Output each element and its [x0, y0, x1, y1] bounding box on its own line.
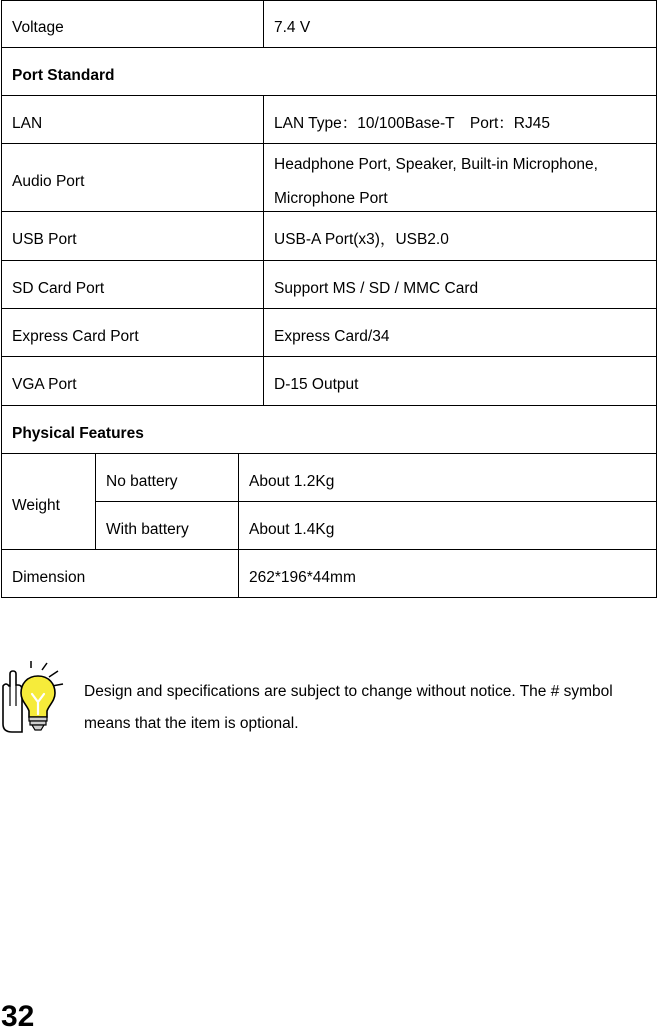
column-divider	[95, 453, 96, 550]
table-divider	[95, 501, 657, 502]
table-border-left	[1, 0, 2, 598]
express-card-port-value: Express Card/34	[274, 328, 390, 345]
usb-port-label: USB Port	[12, 231, 77, 248]
weight-no-battery-value: About 1.2Kg	[249, 473, 335, 490]
sd-card-port-label: SD Card Port	[12, 280, 105, 297]
table-divider	[1, 260, 657, 261]
lan-value: LAN Type：10/100Base-T Port：RJ45	[274, 115, 550, 132]
audio-port-label: Audio Port	[12, 173, 85, 190]
table-divider	[1, 211, 657, 212]
weight-label: Weight	[12, 497, 60, 514]
voltage-value: 7.4 V	[274, 19, 311, 36]
note-text: Design and specifications are subject to change without notice. The # symbol means that the item is optional.	[84, 683, 613, 732]
weight-with-battery-value: About 1.4Kg	[249, 521, 335, 538]
table-divider	[1, 549, 657, 550]
specification-table	[1, 0, 657, 598]
usb-port-value: USB-A Port(x3)，USB2.0	[274, 231, 449, 248]
audio-port-value-line-1: Headphone Port, Speaker, Built-in Microphone,	[274, 156, 598, 173]
table-divider	[1, 453, 657, 454]
express-card-port-label: Express Card Port	[12, 328, 139, 345]
voltage-label: Voltage	[12, 19, 64, 36]
column-divider	[263, 95, 264, 406]
table-border-right	[656, 0, 657, 598]
table-divider	[1, 47, 657, 48]
page-number: 32	[1, 1000, 35, 1033]
lan-label: LAN	[12, 115, 43, 132]
hand-lightbulb-icon	[0, 660, 70, 736]
weight-with-battery-label: With battery	[106, 521, 189, 538]
table-divider	[1, 405, 657, 406]
table-divider	[1, 95, 657, 96]
column-divider	[238, 453, 239, 598]
dimension-value: 262*196*44mm	[249, 569, 356, 586]
table-border-top	[1, 0, 657, 1]
table-divider	[1, 143, 657, 144]
vga-port-label: VGA Port	[12, 376, 77, 393]
weight-no-battery-label: No battery	[106, 473, 178, 490]
table-divider	[1, 308, 657, 309]
table-divider	[1, 356, 657, 357]
sd-card-port-value: Support MS / SD / MMC Card	[274, 280, 479, 297]
column-divider	[263, 0, 264, 48]
table-border-bottom	[1, 597, 657, 598]
dimension-label: Dimension	[12, 569, 86, 586]
section-heading-port-standard: Port Standard	[12, 67, 115, 84]
vga-port-value: D-15 Output	[274, 376, 359, 393]
section-heading-physical-features: Physical Features	[12, 425, 144, 442]
audio-port-value-line-2: Microphone Port	[274, 190, 388, 207]
